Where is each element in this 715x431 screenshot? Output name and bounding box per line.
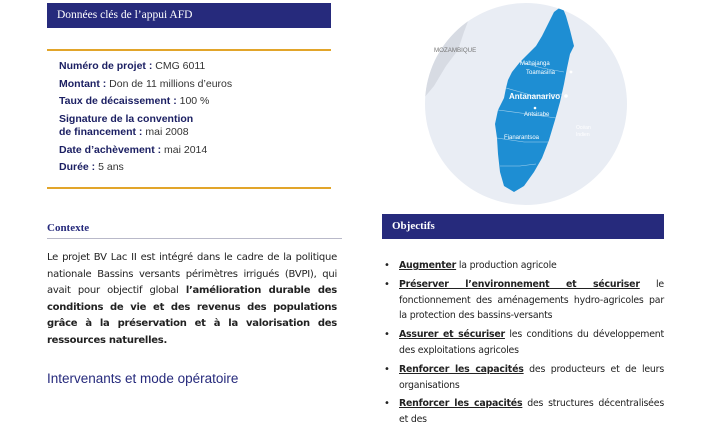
map-dot-antsirabe [534,107,537,110]
madagascar-map [424,2,628,206]
key-row-duration: Durée : 5 ans [59,161,124,173]
key-data-box [47,49,331,189]
key-row-disbursement: Taux de décaissement : 100 % [59,95,210,107]
map-label-antsirabe: Antsirabe [524,112,550,118]
contexte-paragraph: Le projet BV Lac II est intégré dans le cadre de la politique nationale Bassins versants périmètres irrigués (BVPI), qui avait pour objectif global l’amélioration durable des conditions de vie et des revenus des populations grâce à la préservation et à la valorisation des ressources naturelles. [47,252,337,346]
key-data-header [47,3,331,28]
objectif-item: • Renforcer les capacités des structures décentralisées et des [384,396,664,428]
objectif-item: • Renforcer les capacités des producteurs et de leurs organisations [384,362,664,394]
key-data-title: Données clés de l’appui AFD [57,9,193,21]
objectifs-title: Objectifs [392,220,435,232]
map-dot-toamasina [570,71,573,74]
map-label-fianarantsoa: Fianarantsoa [504,135,540,141]
map-label-ocean-2: Indien [576,132,590,138]
key-row-completion: Date d’achèvement : mai 2014 [59,143,208,156]
madagascar-map-graphic [424,2,628,206]
map-label-ocean-1: Océan [576,125,591,131]
objectifs-list [384,258,664,431]
contexte-divider [47,238,342,239]
key-row-signature-date: de financement : mai 2008 [59,125,189,138]
objectif-item: • Assurer et sécuriser les conditions du développement des exploitations agricoles [384,327,664,359]
map-label-mahajanga: Mahajanga [520,61,550,67]
objectif-item: • Augmenter la production agricole [384,258,664,274]
key-row-project-number: Numéro de projet : CMG 6011 [59,60,206,72]
map-label-mozambique: MOZAMBIQUE [434,47,477,54]
map-dot-antananarivo [564,94,568,98]
map-label-antananarivo: Antananarivo [509,92,561,101]
key-row-amount: Montant : Don de 11 millions d’euros [59,77,233,90]
objectif-item: • Préserver l’environnement et sécuriser le fonctionnement des aménagements hydro-agricoles par la protection des bassins-versants [384,277,664,324]
objectifs-header [382,214,664,239]
contexte-title: Contexte [47,222,90,234]
map-label-toamasina: Toamasina [526,70,556,76]
intervenants-title: Intervenants et mode opératoire [47,371,239,386]
key-row-signature: Signature de la convention [59,112,194,125]
